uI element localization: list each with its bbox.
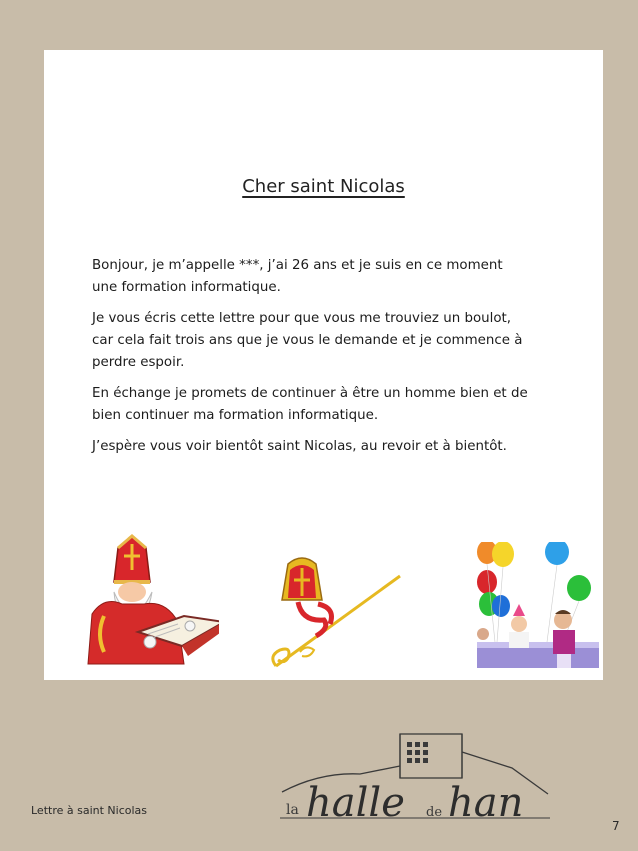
svg-text:de: de	[426, 805, 443, 820]
halle-de-han-logo	[280, 732, 550, 824]
letter-paragraph: Je vous écris cette lettre pour que vous me trouviez un boulot, car cela fait trois ans que je vous le demande et je commence à perdre espoir.	[92, 311, 523, 370]
letter-body	[92, 255, 532, 467]
footer-label: Lettre à saint Nicolas	[31, 804, 148, 817]
svg-text:halle: halle	[306, 780, 405, 824]
letter-sheet	[44, 50, 603, 680]
svg-text:la: la	[286, 802, 299, 818]
letter-paragraph: En échange je promets de continuer à être un homme bien et de bien continuer ma formation informatique.	[92, 386, 528, 423]
page-number: 7	[612, 819, 620, 833]
mitre-crozier-illustration	[266, 548, 406, 673]
children-party-photo	[477, 542, 599, 668]
saint-nicolas-illustration	[74, 534, 219, 674]
letter-title: Cher saint Nicolas	[242, 176, 405, 197]
letter-paragraph: Bonjour, je m’appelle ***, j’ai 26 ans et je suis en ce moment une formation informatique.	[92, 258, 503, 295]
svg-text:han: han	[448, 780, 524, 824]
letter-paragraph: J’espère vous voir bientôt saint Nicolas, au revoir et à bientôt.	[92, 439, 507, 454]
